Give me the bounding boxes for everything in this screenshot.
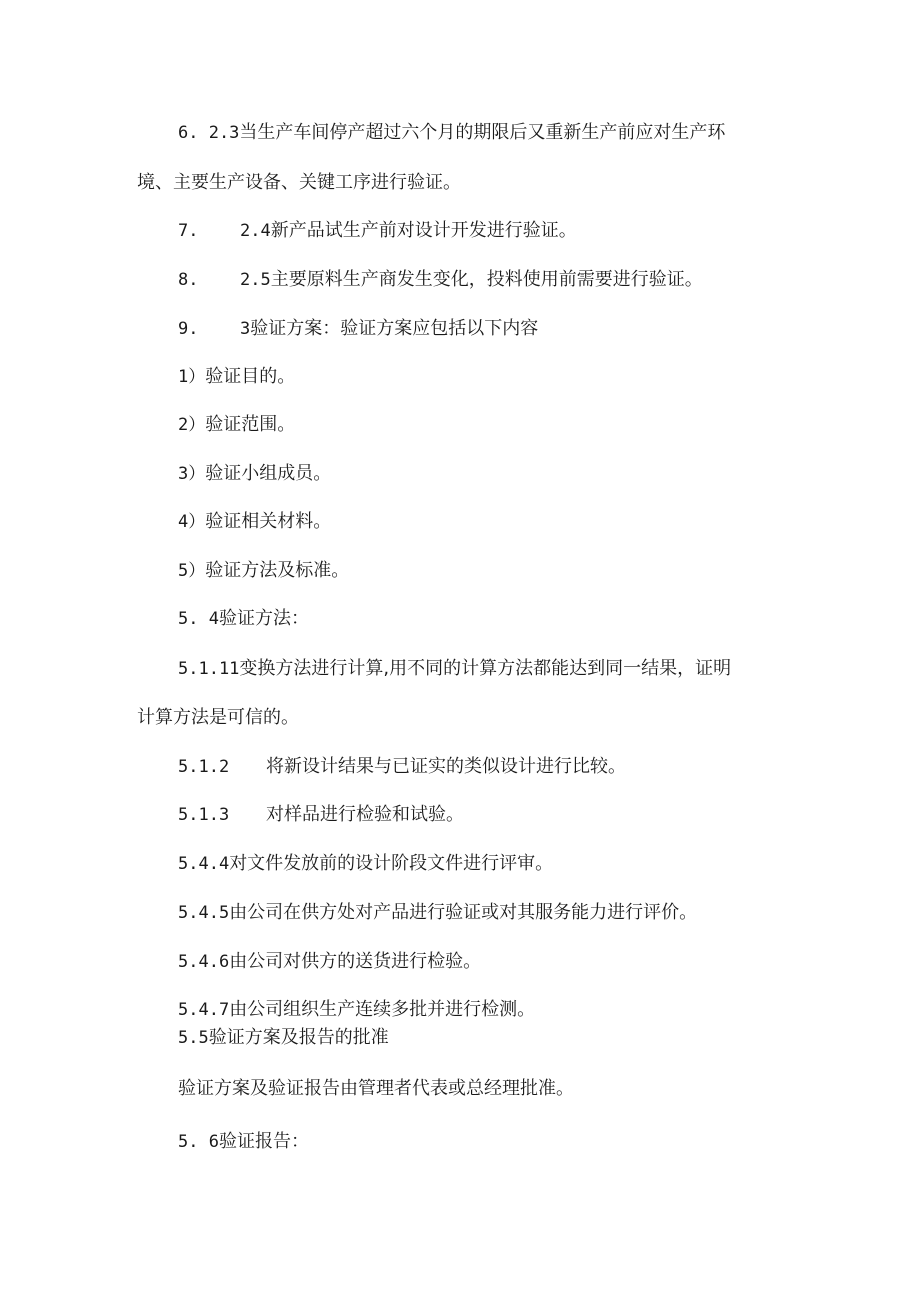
item-number: 2） [178,415,206,435]
item-number: 5. 6 [178,1132,219,1152]
paragraph-5-4-4 [178,852,553,876]
item-number: 4） [178,512,206,532]
item-number: 5.4.7 [178,1000,230,1020]
item-text: 对样品进行检验和试验。 [266,804,464,825]
item-text: 验证方案及报告的批准 [208,1027,389,1048]
item-number: 5） [178,561,206,581]
item-text: 计算方法是可信的。 [137,707,299,728]
item-text: 由公司在供方处对产品进行验证或对其服务能力进行评价。 [229,902,698,923]
item-number: 5.1.2 [178,757,230,777]
item-subnumber: 3 [240,319,251,339]
item-number: 5.5 [178,1028,209,1048]
item-text: 验证方法及标准。 [205,560,350,581]
section-5-4 [178,607,309,631]
paragraph-5-1-11 [178,657,731,681]
paragraph-5-4-6 [178,950,481,974]
item-text: 验证报告： [218,1131,309,1152]
list-item-7 [178,219,577,243]
paragraph-5-1-3 [178,803,464,827]
sub-item-4 [178,510,331,534]
paragraph-5-1-11-continued [137,706,299,730]
item-text: 将新设计结果与已证实的类似设计进行比较。 [266,756,626,777]
sub-item-1 [178,365,295,389]
item-text: 验证相关材料。 [205,511,332,532]
item-text: 验证方法： [218,608,309,629]
item-text: 验证范围。 [205,414,296,435]
item-number: 5.4.4 [178,854,230,874]
item-text: 验证方案及验证报告由管理者代表或总经理批准。 [178,1078,574,1099]
item-text: 当生产车间停产超过六个月的期限后又重新生产前应对生产环 [239,122,726,143]
item-number: 5.4.5 [178,903,230,923]
sub-item-3 [178,462,331,486]
section-5-6 [178,1130,309,1154]
paragraph-5-4-5 [178,901,697,925]
item-number: 9. [178,319,199,339]
approval-paragraph [178,1077,574,1101]
section-5-5 [178,1026,389,1050]
item-text: 对文件发放前的设计阶段文件进行评审。 [229,853,554,874]
item-text: 验证方案：验证方案应包括以下内容 [250,318,539,339]
item-text: 由公司对供方的送货进行检验。 [229,951,482,972]
item-number: 5.1.3 [178,805,230,825]
sub-item-2 [178,413,295,437]
paragraph-6-2-3 [178,121,725,145]
item-text: 验证目的。 [205,366,296,387]
sub-item-5 [178,559,349,583]
item-number: 7. [178,221,199,241]
list-item-8 [178,268,703,292]
item-number: 8. [178,270,199,290]
item-text: 新产品试生产前对设计开发进行验证。 [270,220,577,241]
paragraph-5-4-7 [178,998,535,1022]
item-subnumber: 2.4 [240,221,271,241]
item-number: 6. 2.3 [178,123,240,143]
item-text: 变换方法进行计算,用不同的计算方法都能达到同一结果，证明 [239,658,732,679]
item-text: 验证小组成员。 [205,463,332,484]
item-text: 主要原料生产商发生变化，投料使用前需要进行验证。 [270,269,703,290]
paragraph-5-1-2 [178,755,626,779]
item-number: 5.1.11 [178,659,240,679]
item-number: 5. 4 [178,609,219,629]
item-subnumber: 2.5 [240,270,271,290]
list-item-9 [178,317,538,341]
item-number: 3） [178,464,206,484]
item-text: 境、主要生产设备、关键工序进行验证。 [137,172,461,193]
item-text: 由公司组织生产连续多批并进行检测。 [229,999,536,1020]
paragraph-6-2-3-continued [137,171,461,195]
item-number: 5.4.6 [178,952,230,972]
item-number: 1） [178,367,206,387]
